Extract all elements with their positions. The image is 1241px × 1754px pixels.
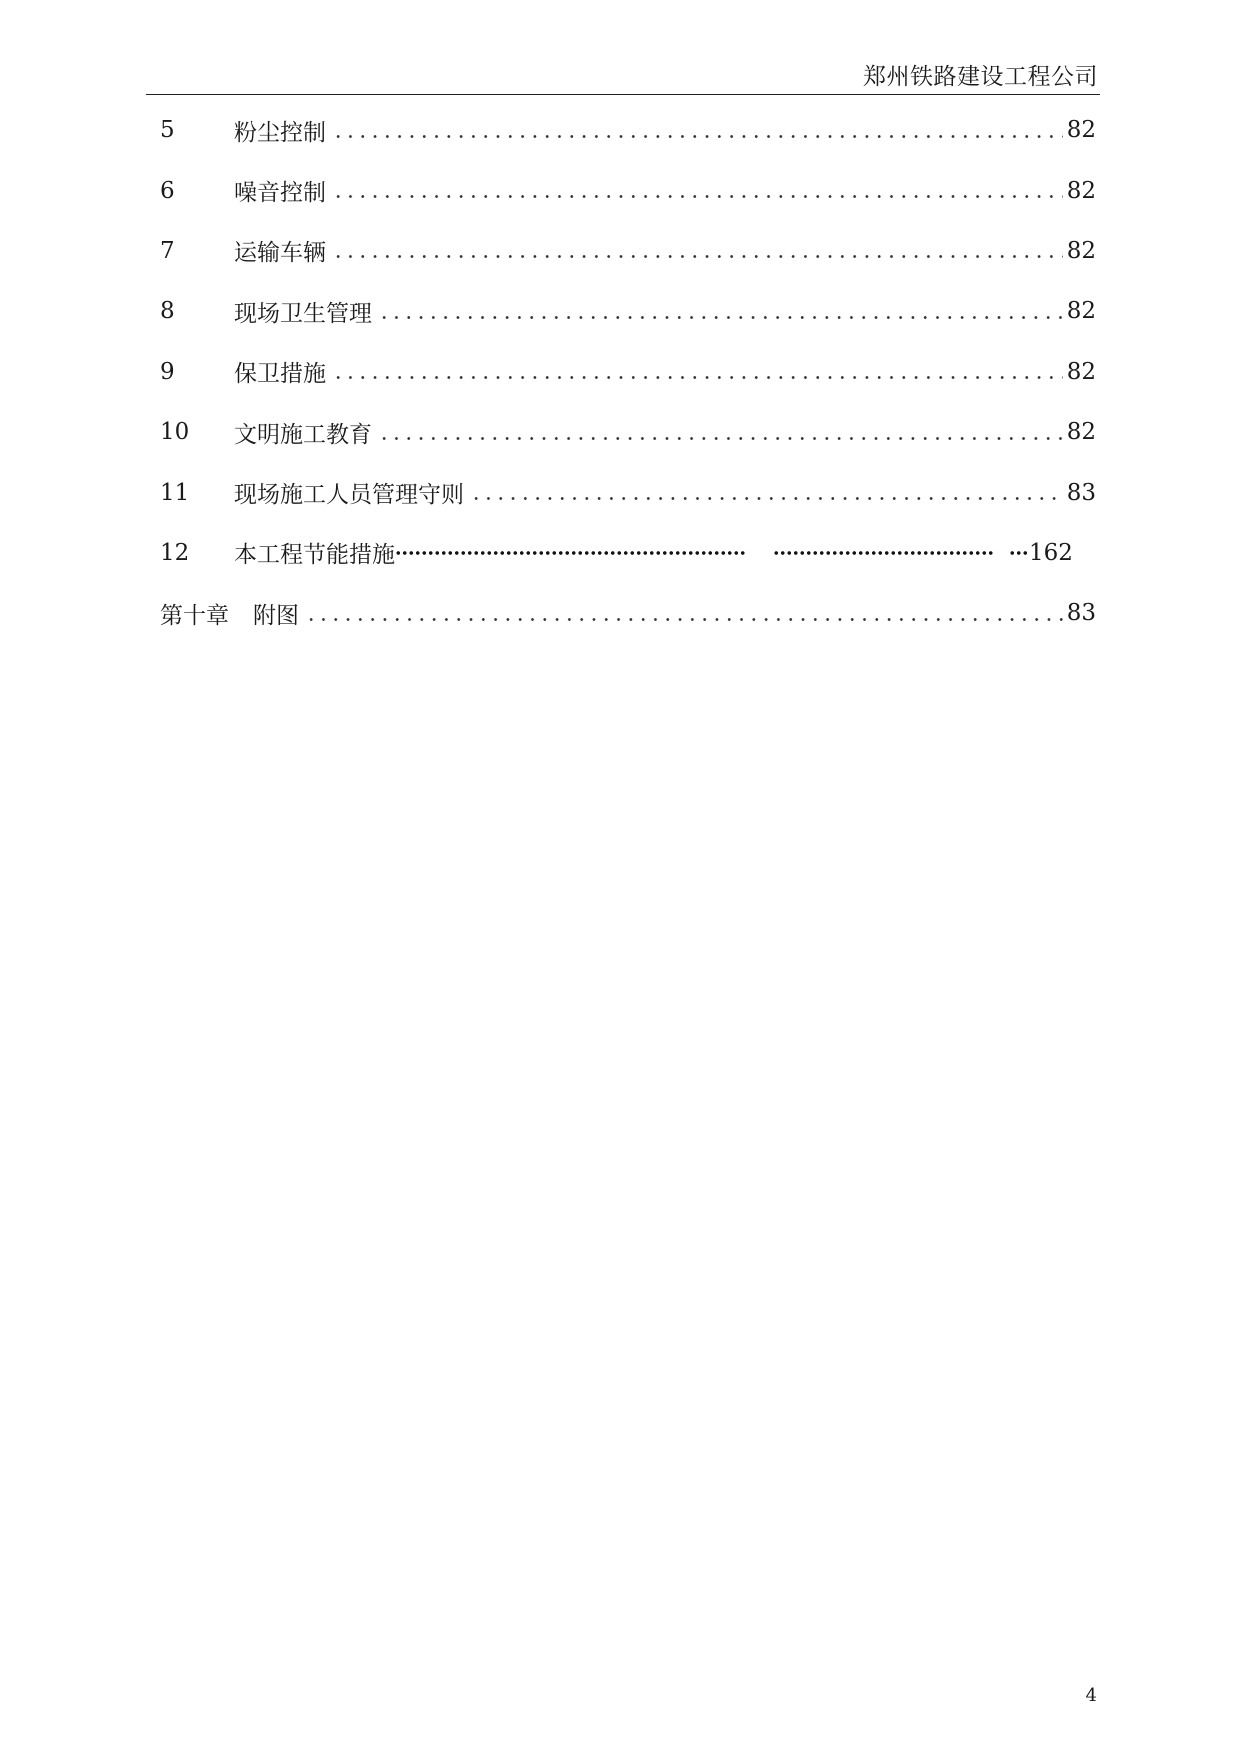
- toc-entry[interactable]: [160, 402, 1096, 462]
- dot-leader: [395, 551, 745, 555]
- toc-entry[interactable]: [160, 100, 1096, 160]
- toc-entry[interactable]: [160, 462, 1096, 522]
- toc-entry-page: 82: [1066, 237, 1096, 264]
- toc-entry-number: 8: [160, 298, 175, 325]
- toc-entry-page: 82: [1066, 117, 1096, 144]
- toc-entry-page: 83: [1066, 479, 1096, 506]
- toc-entry[interactable]: [160, 523, 1096, 583]
- toc-entry-title: 粉尘控制: [234, 119, 326, 146]
- toc-entry-number: 7: [160, 237, 175, 264]
- page-number: 4: [1085, 1685, 1097, 1706]
- toc-entry-title: 附图: [253, 602, 299, 629]
- toc-entry-page: 83: [1066, 600, 1096, 627]
- toc-entry-page: 82: [1066, 177, 1096, 204]
- toc-entry[interactable]: [160, 281, 1096, 341]
- toc-entry-number: 12: [160, 539, 190, 566]
- toc-entry[interactable]: [160, 160, 1096, 220]
- toc-entry-title: 保卫措施: [234, 361, 326, 388]
- toc-entry-page: 82: [1066, 358, 1096, 385]
- dot-leader: [378, 316, 1063, 319]
- dot-leader: [773, 551, 995, 555]
- toc-entry-title: 运输车辆: [234, 240, 326, 267]
- toc-entry-page: 82: [1066, 298, 1096, 325]
- toc-entry[interactable]: [160, 221, 1096, 281]
- toc-entry-title: 文明施工教育: [234, 421, 372, 448]
- toc-entry-number: 10: [160, 419, 190, 446]
- toc-chapter-entry[interactable]: [160, 583, 1096, 643]
- toc-entry-title: 本工程节能措施: [234, 542, 395, 569]
- dot-leader: [332, 255, 1063, 258]
- dot-leader: [305, 618, 1063, 621]
- toc-entry[interactable]: [160, 342, 1096, 402]
- dot-leader: [332, 135, 1063, 138]
- dot-leader: [378, 437, 1063, 440]
- dot-leader: [332, 376, 1063, 379]
- toc-chapter-label: 第十章: [160, 602, 229, 629]
- toc-entry-number: 11: [160, 479, 190, 506]
- dot-leader: [1009, 551, 1029, 555]
- toc-entry-page: 82: [1066, 419, 1096, 446]
- toc-entry-title: 噪音控制: [234, 180, 326, 207]
- toc-entry-number: 6: [160, 177, 175, 204]
- toc-entry-title: 现场卫生管理: [234, 300, 372, 327]
- dot-leader: [332, 195, 1063, 198]
- dot-leader: [470, 497, 1063, 500]
- company-name: 郑州铁路建设工程公司: [863, 64, 1098, 90]
- toc-entry-title: 现场施工人员管理守则: [234, 482, 464, 509]
- table-of-contents: [160, 100, 1096, 644]
- toc-entry-page: 162: [1029, 539, 1073, 566]
- page-header: [146, 52, 1100, 95]
- toc-entry-number: 9: [160, 358, 175, 385]
- toc-entry-number: 5: [160, 117, 175, 144]
